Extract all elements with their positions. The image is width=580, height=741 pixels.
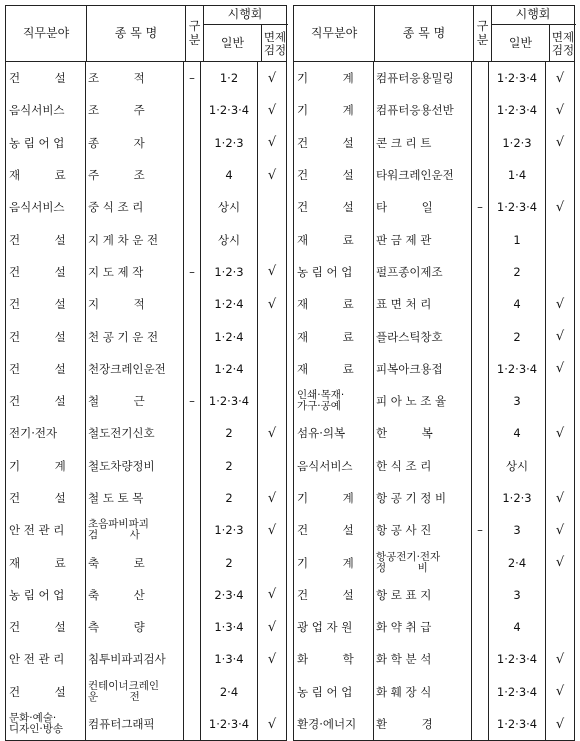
exempt-cell — [258, 385, 286, 417]
item-cell: 철도전기신호 — [86, 417, 184, 449]
exempt-cell — [258, 450, 286, 482]
exempt-cell: √ — [555, 70, 565, 86]
item-cell: 항 공 사 진 — [374, 514, 472, 546]
exempt-cell: √ — [267, 522, 277, 538]
category-cell — [472, 94, 489, 126]
category-cell — [184, 127, 201, 159]
exempt-cell — [546, 579, 574, 611]
field-cell: 환경·에너지 — [294, 708, 374, 740]
field-cell: 인쇄·목재· 가구·공예 — [294, 385, 374, 417]
table-row — [294, 450, 574, 482]
exempt-cell — [546, 159, 574, 191]
general-cell: 1·2·3 — [489, 127, 546, 159]
general-cell: 상시 — [489, 450, 546, 482]
category-cell — [184, 450, 201, 482]
table-row — [6, 256, 286, 288]
general-cell: 2 — [201, 450, 258, 482]
category-cell — [472, 579, 489, 611]
header-field: 직무분야 — [6, 6, 87, 61]
item-cell: 환 경 — [374, 708, 472, 740]
field-cell: 농 림 어 업 — [6, 579, 86, 611]
category-cell — [472, 223, 489, 255]
field-cell: 건 설 — [6, 385, 86, 417]
table-row — [6, 579, 286, 611]
field-cell: 기 계 — [294, 546, 374, 578]
exempt-cell: √ — [267, 490, 277, 506]
general-cell: 4 — [489, 611, 546, 643]
item-cell: 종 자 — [86, 127, 184, 159]
table-row — [6, 385, 286, 417]
item-cell: 중 식 조 리 — [86, 191, 184, 223]
header-category: 구 분 — [186, 6, 204, 61]
exempt-cell: √ — [267, 619, 277, 635]
item-cell: 철도차량정비 — [86, 450, 184, 482]
category-cell — [184, 353, 201, 385]
item-cell: 펄프종이제조 — [374, 256, 472, 288]
table-row — [6, 450, 286, 482]
exempt-cell — [258, 191, 286, 223]
table-row — [294, 353, 574, 385]
exempt-cell: √ — [267, 425, 277, 441]
header-general: 일반 — [492, 25, 550, 62]
table-row — [294, 643, 574, 675]
item-cell: 측 량 — [86, 611, 184, 643]
category-cell — [472, 320, 489, 352]
field-cell: 안 전 관 리 — [6, 514, 86, 546]
item-cell: 초음파비파괴 검 사 — [86, 514, 184, 546]
table-row — [294, 127, 574, 159]
exempt-cell: √ — [267, 716, 277, 732]
general-cell: 4 — [201, 159, 258, 191]
table-row — [294, 708, 574, 740]
table-row — [6, 482, 286, 514]
exempt-cell: √ — [555, 522, 565, 538]
item-cell: 화 학 분 석 — [374, 643, 472, 675]
exempt-cell: √ — [555, 329, 565, 345]
general-cell: 1·2·4 — [201, 320, 258, 352]
exempt-cell: √ — [555, 555, 565, 571]
field-cell: 기 계 — [294, 94, 374, 126]
item-cell: 판 금 제 관 — [374, 223, 472, 255]
general-cell: 1·2·3·4 — [489, 191, 546, 223]
item-cell: 철 도 토 목 — [86, 482, 184, 514]
field-cell: 음식서비스 — [6, 191, 86, 223]
category-cell: – — [184, 256, 201, 288]
table-row — [6, 159, 286, 191]
general-cell: 3 — [489, 579, 546, 611]
header-field: 직무분야 — [294, 6, 375, 61]
item-cell: 지 적 — [86, 288, 184, 320]
exempt-cell: √ — [555, 684, 565, 700]
table-body — [294, 62, 574, 740]
item-cell: 화 훼 장 식 — [374, 676, 472, 708]
field-cell: 음식서비스 — [294, 450, 374, 482]
exempt-cell: √ — [267, 135, 277, 151]
header-category: 구 분 — [474, 6, 492, 61]
general-cell: 1·2·3·4 — [201, 708, 258, 740]
general-cell: 1·2·3·4 — [489, 62, 546, 94]
header-exam-session: 시행회 — [227, 7, 263, 22]
exempt-cell: √ — [555, 490, 565, 506]
item-cell: 주 조 — [86, 159, 184, 191]
item-cell: 플라스틱창호 — [374, 320, 472, 352]
category-cell — [472, 62, 489, 94]
exempt-cell — [258, 320, 286, 352]
general-cell: 3 — [489, 514, 546, 546]
table-row — [6, 94, 286, 126]
exempt-cell: √ — [555, 425, 565, 441]
table-row — [294, 676, 574, 708]
category-cell — [472, 643, 489, 675]
table-row — [294, 385, 574, 417]
table-row — [6, 643, 286, 675]
item-cell: 축 산 — [86, 579, 184, 611]
field-cell: 건 설 — [294, 191, 374, 223]
field-cell: 화 학 — [294, 643, 374, 675]
exempt-cell — [258, 546, 286, 578]
exempt-cell: √ — [267, 102, 277, 118]
item-cell: 컴퓨터응용선반 — [374, 94, 472, 126]
general-cell: 1·2·3 — [201, 256, 258, 288]
field-cell: 농 림 어 업 — [294, 256, 374, 288]
exempt-cell — [258, 353, 286, 385]
general-cell: 1·2·4 — [201, 288, 258, 320]
general-cell: 1·2·3·4 — [201, 94, 258, 126]
general-cell: 상시 — [201, 191, 258, 223]
field-cell: 건 설 — [6, 353, 86, 385]
field-cell: 기 계 — [294, 482, 374, 514]
field-cell: 건 설 — [6, 611, 86, 643]
table-row — [294, 256, 574, 288]
category-cell: – — [472, 191, 489, 223]
field-cell: 재 료 — [294, 288, 374, 320]
header-exempt: 면제 검정 — [551, 29, 575, 57]
table-row — [294, 611, 574, 643]
item-cell: 컴퓨터응용밀링 — [374, 62, 472, 94]
category-cell — [184, 223, 201, 255]
general-cell: 2 — [489, 256, 546, 288]
general-cell: 1·2·3·4 — [489, 353, 546, 385]
category-cell — [472, 385, 489, 417]
field-cell: 안 전 관 리 — [6, 643, 86, 675]
table-row — [6, 353, 286, 385]
general-cell: 1·2·4 — [201, 353, 258, 385]
exempt-cell — [258, 223, 286, 255]
exempt-cell: √ — [555, 102, 565, 118]
table-row — [6, 320, 286, 352]
item-cell: 컴퓨터그래픽 — [86, 708, 184, 740]
table-row — [294, 191, 574, 223]
field-cell: 건 설 — [6, 482, 86, 514]
general-cell: 1·2·3·4 — [201, 385, 258, 417]
field-cell: 전기·전자 — [6, 417, 86, 449]
field-cell: 건 설 — [6, 256, 86, 288]
item-cell: 천장크레인운전 — [86, 353, 184, 385]
item-cell: 표 면 처 리 — [374, 288, 472, 320]
table-row — [294, 94, 574, 126]
item-cell: 타 일 — [374, 191, 472, 223]
field-cell: 문화·예술· 디자인·방송 — [6, 708, 86, 740]
category-cell — [472, 417, 489, 449]
field-cell: 건 설 — [294, 127, 374, 159]
table-row — [294, 514, 574, 546]
general-cell: 1·2 — [201, 62, 258, 94]
table-row — [294, 579, 574, 611]
field-cell: 재 료 — [6, 159, 86, 191]
category-cell — [184, 611, 201, 643]
left-table — [5, 5, 287, 741]
field-cell: 건 설 — [6, 320, 86, 352]
item-cell: 조 적 — [86, 62, 184, 94]
general-cell: 1·3·4 — [201, 611, 258, 643]
table-row — [6, 546, 286, 578]
category-cell — [184, 159, 201, 191]
table-row — [6, 514, 286, 546]
field-cell: 건 설 — [294, 579, 374, 611]
exempt-cell: √ — [267, 167, 277, 183]
table-row — [294, 288, 574, 320]
category-cell — [472, 256, 489, 288]
header-general: 일반 — [204, 25, 262, 62]
exempt-cell — [546, 385, 574, 417]
general-cell: 1 — [489, 223, 546, 255]
field-cell: 농 림 어 업 — [6, 127, 86, 159]
category-cell — [184, 546, 201, 578]
category-cell — [472, 708, 489, 740]
table-row — [294, 223, 574, 255]
general-cell: 4 — [489, 417, 546, 449]
general-cell: 1·2·3 — [201, 514, 258, 546]
item-cell: 축 로 — [86, 546, 184, 578]
exempt-cell: √ — [555, 716, 565, 732]
field-cell: 음식서비스 — [6, 94, 86, 126]
category-cell — [472, 288, 489, 320]
header-item: 종 목 명 — [87, 6, 186, 61]
category-cell — [184, 94, 201, 126]
general-cell: 1·2·3·4 — [489, 676, 546, 708]
general-cell: 1·4 — [489, 159, 546, 191]
category-cell — [472, 676, 489, 708]
exempt-cell — [546, 450, 574, 482]
category-cell — [472, 482, 489, 514]
category-cell — [184, 676, 201, 708]
exempt-cell — [546, 611, 574, 643]
item-cell: 컨테이너크레인 운 전 — [86, 676, 184, 708]
field-cell: 건 설 — [294, 159, 374, 191]
field-cell: 재 료 — [294, 320, 374, 352]
category-cell — [184, 417, 201, 449]
header-item: 종 목 명 — [375, 6, 474, 61]
table-row — [6, 223, 286, 255]
field-cell: 재 료 — [294, 353, 374, 385]
table-body — [6, 62, 286, 740]
item-cell: 화 약 취 급 — [374, 611, 472, 643]
general-cell: 1·2·3 — [201, 127, 258, 159]
table-row — [6, 417, 286, 449]
exempt-cell: √ — [267, 70, 277, 86]
exempt-cell — [546, 256, 574, 288]
general-cell: 2 — [201, 546, 258, 578]
field-cell: 섬유·의복 — [294, 417, 374, 449]
general-cell: 2·4 — [489, 546, 546, 578]
exempt-cell: √ — [267, 264, 277, 280]
field-cell: 농 림 어 업 — [294, 676, 374, 708]
right-table — [293, 5, 575, 741]
header-exempt: 면제 검정 — [263, 29, 287, 57]
table-row — [6, 708, 286, 740]
exempt-cell: √ — [267, 651, 277, 667]
category-cell — [184, 191, 201, 223]
item-cell: 항 로 표 지 — [374, 579, 472, 611]
header-exam-session: 시행회 — [515, 7, 551, 22]
general-cell: 2 — [201, 482, 258, 514]
field-cell: 건 설 — [6, 223, 86, 255]
category-cell — [472, 450, 489, 482]
field-cell: 건 설 — [6, 288, 86, 320]
exempt-cell — [258, 676, 286, 708]
table-row — [294, 546, 574, 578]
item-cell: 한 복 — [374, 417, 472, 449]
field-cell: 건 설 — [6, 62, 86, 94]
general-cell: 2·3·4 — [201, 579, 258, 611]
item-cell: 천 공 기 운 전 — [86, 320, 184, 352]
general-cell: 3 — [489, 385, 546, 417]
table-row — [294, 159, 574, 191]
exempt-cell: √ — [555, 651, 565, 667]
general-cell: 1·2·3·4 — [489, 643, 546, 675]
category-cell: – — [184, 385, 201, 417]
item-cell: 타워크레인운전 — [374, 159, 472, 191]
field-cell: 건 설 — [6, 676, 86, 708]
item-cell: 한 식 조 리 — [374, 450, 472, 482]
item-cell: 피복아크용접 — [374, 353, 472, 385]
item-cell: 지 도 제 작 — [86, 256, 184, 288]
exempt-cell: √ — [267, 587, 277, 603]
item-cell: 조 주 — [86, 94, 184, 126]
item-cell: 항공전기·전자 정 비 — [374, 546, 472, 578]
item-cell: 침투비파괴검사 — [86, 643, 184, 675]
item-cell: 콘 크 리 트 — [374, 127, 472, 159]
category-cell — [184, 579, 201, 611]
exempt-cell: √ — [555, 135, 565, 151]
category-cell — [472, 353, 489, 385]
general-cell: 2 — [201, 417, 258, 449]
item-cell: 지 게 차 운 전 — [86, 223, 184, 255]
table-row — [294, 482, 574, 514]
general-cell: 1·2·3 — [489, 482, 546, 514]
exempt-cell: √ — [267, 296, 277, 312]
general-cell: 상시 — [201, 223, 258, 255]
field-cell: 재 료 — [6, 546, 86, 578]
general-cell: 2·4 — [201, 676, 258, 708]
table-header — [6, 6, 286, 62]
table-row — [6, 191, 286, 223]
category-cell — [184, 482, 201, 514]
general-cell: 2 — [489, 320, 546, 352]
exempt-cell — [546, 223, 574, 255]
table-row — [294, 320, 574, 352]
category-cell — [472, 546, 489, 578]
category-cell — [472, 127, 489, 159]
item-cell: 철 근 — [86, 385, 184, 417]
table-row — [6, 127, 286, 159]
category-cell — [184, 708, 201, 740]
general-cell: 1·2·3·4 — [489, 94, 546, 126]
table-row — [6, 288, 286, 320]
table-row — [294, 62, 574, 94]
category-cell — [184, 514, 201, 546]
category-cell — [472, 611, 489, 643]
table-row — [6, 62, 286, 94]
item-cell: 피 아 노 조 율 — [374, 385, 472, 417]
exempt-cell: √ — [555, 361, 565, 377]
table-header — [294, 6, 574, 62]
category-cell — [184, 643, 201, 675]
general-cell: 4 — [489, 288, 546, 320]
exempt-cell: √ — [555, 296, 565, 312]
category-cell — [184, 320, 201, 352]
category-cell — [184, 288, 201, 320]
exempt-cell: √ — [555, 199, 565, 215]
general-cell: 1·3·4 — [201, 643, 258, 675]
field-cell: 건 설 — [294, 514, 374, 546]
field-cell: 기 계 — [6, 450, 86, 482]
field-cell: 광 업 자 원 — [294, 611, 374, 643]
field-cell: 재 료 — [294, 223, 374, 255]
category-cell: – — [472, 514, 489, 546]
table-row — [6, 611, 286, 643]
item-cell: 항 공 기 정 비 — [374, 482, 472, 514]
table-row — [6, 676, 286, 708]
table-row — [294, 417, 574, 449]
category-cell — [472, 159, 489, 191]
general-cell: 1·2·3·4 — [489, 708, 546, 740]
field-cell: 기 계 — [294, 62, 374, 94]
category-cell: – — [184, 62, 201, 94]
